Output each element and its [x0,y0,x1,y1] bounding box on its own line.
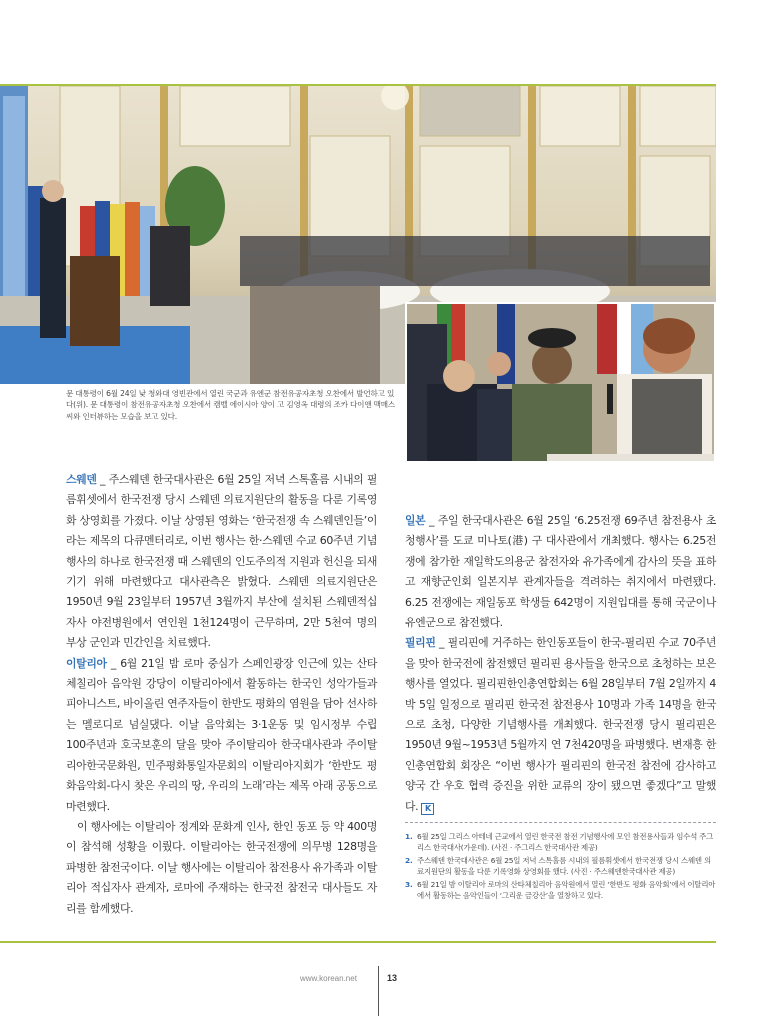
footer-divider [378,966,379,1016]
italy-paragraph [66,654,377,817]
note-number: 2. [405,856,413,865]
note-number: 3. [405,880,413,889]
photo-note [405,855,716,877]
sweden-paragraph [66,470,377,654]
page-number: 13 [387,973,398,983]
photo-note [405,879,716,901]
japan-paragraph [405,511,716,633]
japan-body: _ 주일 한국대사관은 6월 25일 ‘6.25전쟁 69주년 참전용사 초청행사’를 도쿄 미나토(港) 구 대사관에서 개최했다. 행사는 6.25전쟁에 참가한 재일학도의용군 참전자와 유가족에게 감사의 뜻을 표하고 재향군인회 일본지부 관계자들을 격려하는 취지에서 마련됐다. 6.25 전쟁에는 재일동포 학생들 642명이 지원입대를 통해 국군이나 유엔군으로 참전했다. [405,514,716,630]
note-text: 주스웨덴 한국대사관은 6월 25일 저녁 스톡홀름 시내의 필름휘셋에서 한국전쟁 당시 스웨덴 의료지원단의 활동을 다룬 기록영화 상영회를 했다. (사진 · 주스웨덴한국대사관 제공) [417,856,711,876]
italy-heading: 이탈리아 [66,656,107,670]
footer-url: www.korean.net [300,974,357,983]
philippines-heading: 필리핀 [405,636,436,650]
photo-note [405,831,716,853]
italy-body: _ 6월 21일 밤 로마 중심가 스페인광장 인근에 있는 산타 체칠리아 음악원 강당이 이탈리아에서 활동하는 한국인 성악가들과 피아니스트, 바이올린 연주자들이 한반도 평화의 염원을 담아 선사하는 멜로디로 넘실댔다. 이날 음악회는 3·1운동 및 임시정부 수립 100주년과 호국보훈의 달을 맞아 주이탈리아 한국대사관과 주이탈리아한국문화원, 민주평화통일자문회의 이탈리아지회가 ‘한반도 평화음악회-다시 찾은 우리의 땅, 우리의 노래’라는 제목 아래 공동으로 마련했다. [66,656,377,813]
photo-notes [405,822,716,903]
japan-heading: 일본 [405,514,426,527]
left-column [66,470,377,919]
sweden-heading: 스웨덴 [66,473,97,486]
photo-caption: 문 대통령이 6월 24일 낮 청와대 영빈관에서 열린 국군과 유엔군 참전유공자초청 오찬에서 발언하고 있다(위). 문 대통령이 참전유공자초청 오찬에서 캠벨 에이시아 양이 고 김영옥 대령의 조카 다이앤 맥매스 씨와 인터뷰하는 모습을 보고 있다. [66,389,396,421]
inset-photo-art [407,304,714,461]
note-text: 6월 25일 그리스 아테네 근교에서 열린 한국전 참전 기념행사에 모인 참전용사들과 임수석 주그리스 한국대사(가운데). (사진 · 주그리스 한국대사관 제공) [417,832,714,852]
bottom-rule [0,941,716,943]
end-mark-icon: K [421,803,434,815]
inset-photo [405,302,716,463]
sweden-body: _ 주스웨덴 한국대사관은 6월 25일 저녁 스톡홀름 시내의 필름휘셋에서 한국전쟁 당시 스웨덴 의료지원단의 활동을 다룬 기록영화 상영회를 가졌다. 이날 상영된 영화는 ‘한국전쟁 속 스웨덴인들’이라는 제목의 다큐멘터리로, 이번 행사는 한·스웨덴 수교 60주년 기념행사의 하나로 한국전쟁 때 스웨덴의 인도주의적 지원과 헌신을 되새기기 위해 마련했다고 대사관측은 밝혔다. 스웨덴 의료지원단은 1950년 9월 23일부터 1957년 3월까지 부산에 설치된 스웨덴적십자사 야전병원에서 연인원 1천124명이 근무하며, 2만 5천여 명의 부상 군인과 민간인을 치료했다. [66,473,377,650]
right-column [405,511,716,817]
italy-paragraph-2: 이 행사에는 이탈리아 정계와 문화계 인사, 한인 동포 등 약 400명이 참석해 성황을 이뤘다. 이탈리아는 한국전쟁에 의무병 128명을 파병한 참전국이다. 이날 행사에는 이탈리아 참전용사 유가족과 이탈리아 적십자사 관계자, 로마에 주재하는 한국전 참전국 대사들도 자리를 함께했다. [66,819,377,915]
philippines-paragraph [405,633,716,817]
philippines-body: _ 필리핀에 거주하는 한인동포들이 한국-필리핀 수교 70주년을 맞아 한국전에 참전했던 필리핀 용사들을 한국으로 초청하는 보은행사를 열었다. 필리핀한인총연합회는 6월 28일부터 7월 2일까지 4박 5일 일정으로 필리핀 한국전 참전용사 10명과 가족 14명을 한국으로 초청, 다양한 기념행사를 개최했다. 한국전쟁 당시 필리핀은 1950년 9월~1953년 5월까지 연 7천420명을 파병했다. 변재흥 한인총연합회 회장은 “이번 행사가 필리핀의 한국전 참전에 감사하고 양국 간 우호 협력 증진을 위한 교류의 장이 됐으면 좋겠다”고 말했다. [405,636,716,813]
note-number: 1. [405,832,413,841]
note-text: 6월 21일 밤 이탈리아 로마의 산타체칠리아 음악원에서 열린 ‘한반도 평화 음악회’에서 이탈리아에서 활동하는 음악인들이 ‘그리운 금강산’을 열창하고 있다. [417,880,716,900]
